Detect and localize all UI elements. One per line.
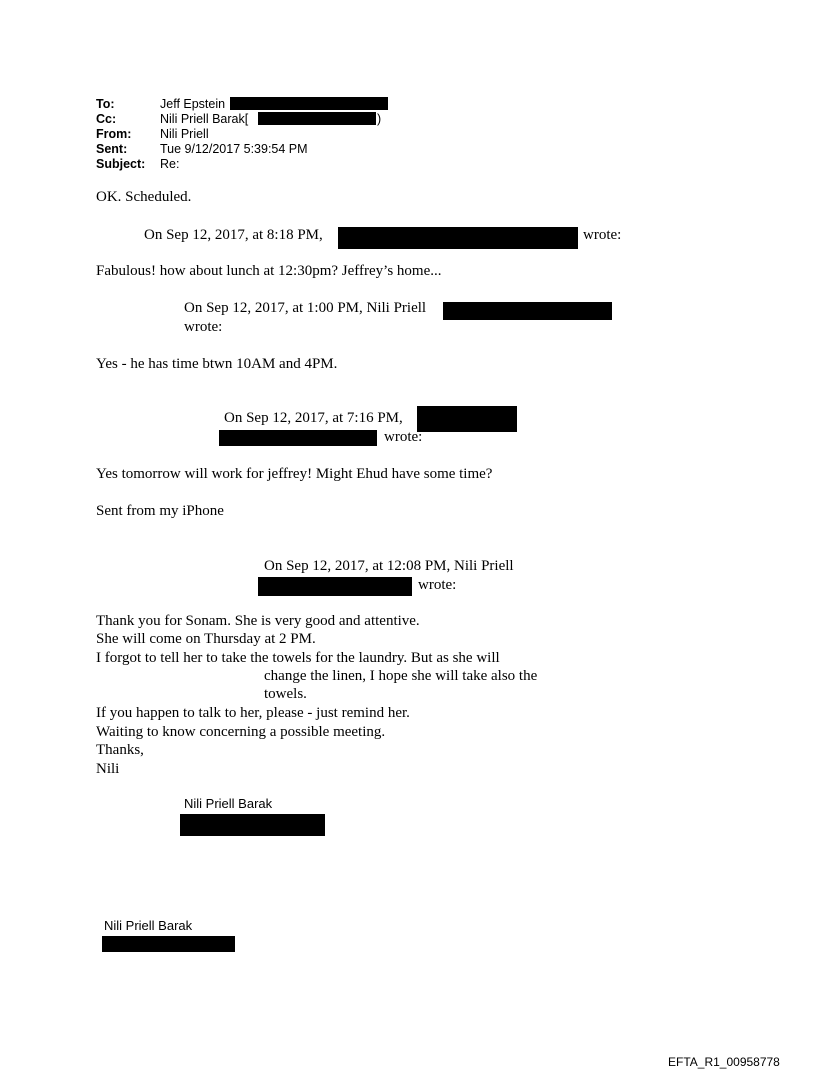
signature-name: Nili Priell Barak	[104, 918, 193, 933]
body-line: Thanks,	[96, 742, 144, 758]
redaction-bar	[258, 577, 412, 596]
quote-attribution-suffix: wrote:	[583, 227, 622, 243]
redaction-bar	[219, 430, 377, 446]
quote-attribution-suffix: wrote:	[184, 319, 223, 335]
sent-label: Sent:	[96, 142, 128, 156]
redaction-bar	[102, 936, 235, 952]
quote-attribution: On Sep 12, 2017, at 8:18 PM,	[144, 227, 323, 243]
quote-body: Yes - he has time btwn 10AM and 4PM.	[96, 356, 338, 372]
cc-value: Nili Priell Barak[	[160, 112, 249, 126]
body-line: She will come on Thursday at 2 PM.	[96, 631, 316, 647]
body-line: change the linen, I hope she will take also the	[264, 668, 538, 684]
body-line: I forgot to tell her to take the towels for the laundry. But as she will	[96, 650, 500, 666]
body-line: Nili	[96, 761, 120, 777]
quote-attribution: On Sep 12, 2017, at 7:16 PM,	[224, 410, 403, 426]
subject-label: Subject:	[96, 157, 146, 171]
redaction-bar	[258, 112, 376, 125]
message-body: OK. Scheduled.	[96, 189, 192, 205]
redaction-bar	[230, 97, 388, 110]
body-line: towels.	[264, 686, 307, 702]
quote-attribution: On Sep 12, 2017, at 12:08 PM, Nili Priell	[264, 558, 514, 574]
redaction-bar	[180, 814, 325, 836]
subject-value: Re:	[160, 157, 180, 171]
bates-number: EFTA_R1_00958778	[668, 1055, 780, 1069]
body-line: Thank you for Sonam. She is very good and attentive.	[96, 613, 420, 629]
redaction-bar	[443, 302, 612, 320]
from-value: Nili Priell	[160, 127, 209, 141]
quote-body: Fabulous! how about lunch at 12:30pm? Jeffrey’s home...	[96, 263, 442, 279]
redaction-bar	[338, 227, 578, 249]
to-value: Jeff Epstein	[160, 97, 226, 111]
body-line: Waiting to know concerning a possible meeting.	[96, 724, 386, 740]
quote-body: Yes tomorrow will work for jeffrey! Might Ehud have some time?	[96, 466, 493, 482]
signature-name: Nili Priell Barak	[184, 796, 273, 811]
sent-value: Tue 9/12/2017 5:39:54 PM	[160, 142, 308, 156]
quote-attribution: On Sep 12, 2017, at 1:00 PM, Nili Priell	[184, 300, 427, 316]
body-line: If you happen to talk to her, please - just remind her.	[96, 705, 410, 721]
quote-attribution-suffix: wrote:	[384, 429, 423, 445]
mobile-signature: Sent from my iPhone	[96, 503, 224, 519]
to-label: To:	[96, 97, 115, 111]
quote-attribution-suffix: wrote:	[418, 577, 457, 593]
redaction-bar	[417, 406, 517, 432]
from-label: From:	[96, 127, 132, 141]
cc-suffix: )	[377, 112, 382, 126]
cc-label: Cc:	[96, 112, 117, 126]
